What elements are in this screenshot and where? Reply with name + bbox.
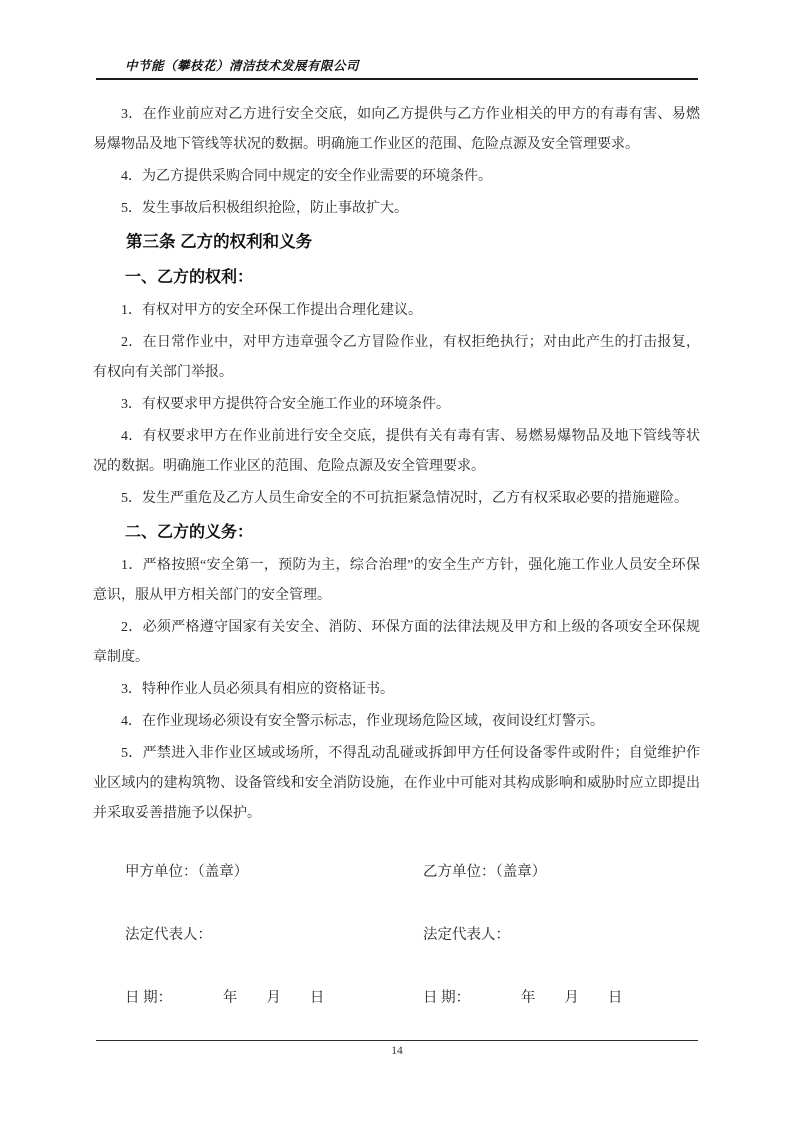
page-header	[96, 0, 698, 80]
party-a-date-label: 日 期： 年 月 日	[125, 990, 325, 1006]
paragraph: 4．为乙方提供采购合同中规定的安全作业需要的环境条件。	[121, 169, 492, 184]
section-heading: 一、乙方的权利：	[125, 269, 254, 286]
page-number: 14	[391, 1045, 403, 1057]
paragraph: 3．在作业前应对乙方进行安全交底，如向乙方提供与乙方作业相关的甲方的有毒有害、易燃易爆物品及地下管线等状况的数据。明确施工作业区的范围、危险点源及安全管理要求。	[93, 107, 700, 152]
paragraph: 5．发生事故后积极组织抢险，防止事故扩大。	[121, 201, 408, 216]
signature-block	[93, 857, 700, 1013]
page-footer	[96, 1040, 698, 1059]
party-a-representative-label: 法定代表人：	[125, 927, 212, 943]
paragraph: 2．在日常作业中，对甲方违章强令乙方冒险作业，有权拒绝执行；对由此产生的打击报复，有权向有关部门举报。	[93, 335, 700, 380]
party-b-representative-label: 法定代表人：	[423, 927, 510, 943]
section-heading: 第三条 乙方的权利和义务	[126, 233, 313, 251]
signature-unit-row	[93, 857, 700, 887]
party-b-date-label: 日 期： 年 月 日	[423, 990, 623, 1006]
document-body	[93, 100, 700, 829]
paragraph: 5．严禁进入非作业区域或场所，不得乱动乱碰或拆卸甲方任何设备零件或附件；自觉维护作业区域内的建构筑物、设备管线和安全消防设施，在作业中可能对其构成影响和威胁时应立即提出并采取妥善措施予以保护。	[93, 746, 700, 821]
paragraph: 1．严格按照“安全第一，预防为主，综合治理”的安全生产方针，强化施工作业人员安全环保意识，服从甲方相关部门的安全管理。	[93, 558, 700, 603]
party-a-unit-label: 甲方单位：（盖章）	[125, 864, 249, 880]
company-name: 中节能（攀枝花）清洁技术发展有限公司	[125, 59, 360, 73]
paragraph: 5．发生严重危及乙方人员生命安全的不可抗拒紧急情况时，乙方有权采取必要的措施避险。	[121, 491, 688, 506]
paragraph: 1．有权对甲方的安全环保工作提出合理化建议。	[121, 303, 422, 318]
paragraph: 4．在作业现场必须设有安全警示标志，作业现场危险区域，夜间设红灯警示。	[121, 714, 604, 729]
signature-representative-row	[93, 920, 700, 950]
paragraph: 3．有权要求甲方提供符合安全施工作业的环境条件。	[121, 397, 450, 412]
paragraph: 4．有权要求甲方在作业前进行安全交底，提供有关有毒有害、易燃易爆物品及地下管线等状况的数据。明确施工作业区的范围、危险点源及安全管理要求。	[93, 429, 700, 474]
party-b-unit-label: 乙方单位：（盖章）	[423, 864, 547, 880]
paragraph: 2．必须严格遵守国家有关安全、消防、环保方面的法律法规及甲方和上级的各项安全环保规章制度。	[93, 620, 700, 665]
section-heading: 二、乙方的义务：	[125, 524, 254, 541]
signature-date-row	[93, 983, 700, 1013]
paragraph: 3．特种作业人员必须具有相应的资格证书。	[121, 682, 394, 697]
